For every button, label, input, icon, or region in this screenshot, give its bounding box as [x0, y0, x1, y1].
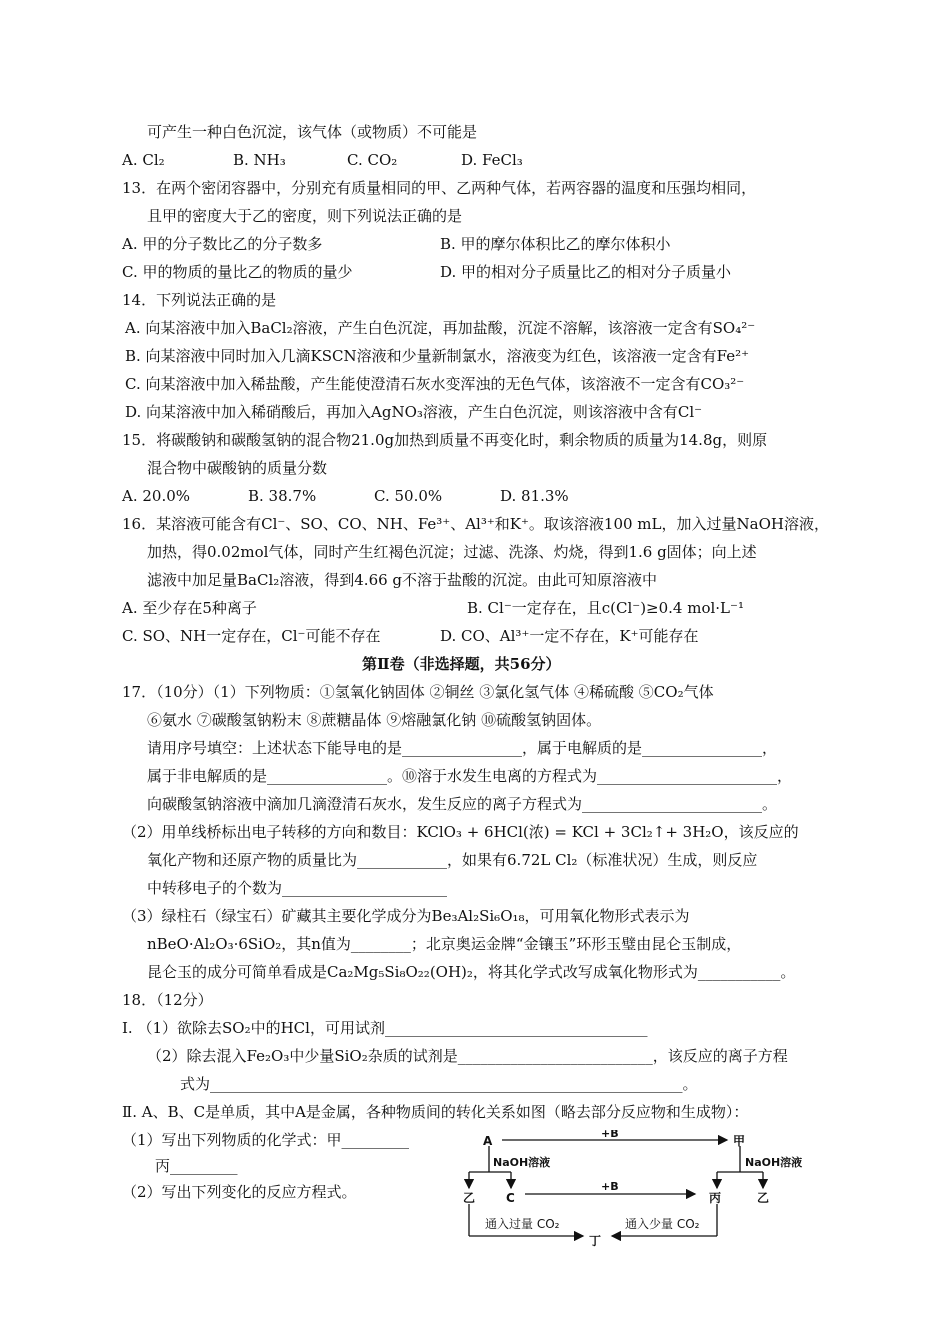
section-heading: 第Ⅱ卷（非选择题，共56分）: [362, 655, 561, 673]
option-d: D. 甲的相对分子质量比乙的相对分子质量小: [440, 263, 732, 281]
text-line: 属于非电解质的是________________。⑩溶于水发生电离的方程式为________________________，: [147, 767, 793, 785]
option-a: A. 向某溶液中加入BaCl₂溶液，产生白色沉淀，再加盐酸，沉淀不溶解，该溶液一定含有SO₄²⁻: [125, 319, 756, 337]
question-18: 18．（12分）: [122, 991, 213, 1009]
option-c: C. 甲的物质的量比乙的物质的量少: [122, 263, 353, 281]
label-plus-b: +B: [601, 1130, 619, 1140]
label-naoh: NaOH溶液: [745, 1156, 803, 1169]
option-b: B. Cl⁻一定存在，且c(Cl⁻)≥0.4 mol·L⁻¹: [467, 599, 744, 617]
text-line: ⑥氨水 ⑦碳酸氢钠粉末 ⑧蔗糖晶体 ⑨熔融氯化钠 ⑩硫酸氢钠固体。: [147, 711, 602, 729]
question-13: 13．在两个密闭容器中，分别充有质量相同的甲、乙两种气体，若两容器的温度和压强均相同，: [122, 179, 757, 197]
label-co2-little: 通入少量 CO₂: [625, 1217, 700, 1231]
option-b: B. 甲的摩尔体积比乙的摩尔体积小: [440, 235, 671, 253]
question-14: 14．下列说法正确的是: [122, 291, 277, 309]
text-line: 向碳酸氢钠溶液中滴加几滴澄清石灰水，发生反应的离子方程式为________________________。: [147, 795, 778, 813]
option-d: D. 向某溶液中加入稀硝酸后，再加入AgNO₃溶液，产生白色沉淀，则该溶液中含有Cl⁻: [125, 403, 703, 421]
text-line: 中转移电子的个数为______________________: [147, 879, 448, 897]
question-16: 16．某溶液可能含有Cl⁻、SO、CO、NH、Fe³⁺、Al³⁺和K⁺。取该溶液100 mL，加入过量NaOH溶液，: [122, 515, 829, 533]
node-jia: 甲: [733, 1134, 746, 1148]
option-c: C. CO₂: [347, 151, 398, 169]
text-line: 氧化产物和还原产物的质量比为____________，如果有6.72L Cl₂（标准状况）生成，则反应: [147, 851, 758, 869]
option-c: C. 向某溶液中加入稀盐酸，产生能使澄清石灰水变浑浊的无色气体，该溶液不一定含有CO₃²⁻: [125, 375, 745, 393]
text-line: 滤液中加足量BaCl₂溶液，得到4.66 g不溶于盐酸的沉淀。由此可知原溶液中: [147, 571, 658, 589]
node-a: A: [483, 1134, 493, 1148]
text-line: Ⅱ. A、B、C是单质，其中A是金属，各种物质间的转化关系如图（略去部分反应物和生成物）：: [122, 1103, 749, 1121]
label-co2-excess: 通入过量 CO₂: [485, 1217, 560, 1231]
text-line: 昆仑玉的成分可简单看成是Ca₂Mg₅Si₈O₂₂(OH)₂，将其化学式改写成氧化物形式为___________。: [147, 963, 796, 981]
option-a: A. 甲的分子数比乙的分子数多: [122, 235, 323, 253]
text-line: 丙_________: [155, 1157, 238, 1175]
text-line: 且甲的密度大于乙的密度，则下列说法正确的是: [147, 207, 463, 225]
text-line: （2）写出下列变化的反应方程式。: [122, 1183, 357, 1201]
node-c: C: [506, 1191, 515, 1205]
label-plus-b: +B: [601, 1180, 619, 1193]
option-a: A. 20.0%: [122, 487, 191, 505]
option-c: C. 50.0%: [374, 487, 443, 505]
text-line: 请用序号填空：上述状态下能导电的是________________，属于电解质的是________________，: [147, 739, 778, 757]
option-b: B. 向某溶液中同时加入几滴KSCN溶液和少量新制氯水，溶液变为红色，该溶液一定含有Fe²⁺: [125, 347, 750, 365]
option-d: D. CO、Al³⁺一定不存在，K⁺可能存在: [440, 627, 699, 645]
question-17: 17．（10分）（1）下列物质：①氢氧化钠固体 ②铜丝 ③氯化氢气体 ④稀硫酸 ⑤CO₂气体: [122, 683, 714, 701]
option-a: A. Cl₂: [122, 151, 165, 169]
label-naoh: NaOH溶液: [493, 1156, 551, 1169]
text-line: （3）绿柱石（绿宝石）矿藏其主要化学成分为Be₃Al₂Si₆O₁₈，可用氧化物形式表示为: [122, 907, 690, 925]
conversion-diagram: [455, 1130, 835, 1250]
node-yi: 乙: [757, 1191, 770, 1205]
text-line: 混合物中碳酸钠的质量分数: [147, 459, 328, 477]
option-c: C. SO、NH一定存在，Cl⁻可能不存在: [122, 627, 381, 645]
option-a: A. 至少存在5种离子: [122, 599, 257, 617]
question-15: 15．将碳酸钠和碳酸氢钠的混合物21.0g加热到质量不再变化时，剩余物质的质量为14.8g，则原: [122, 431, 768, 449]
text-line: 加热，得0.02mol气体，同时产生红褐色沉淀；过滤、洗涤、灼烧，得到1.6 g固体；向上述: [147, 543, 757, 561]
node-ding: 丁: [589, 1234, 602, 1248]
text-line: （2）除去混入Fe₂O₃中少量SiO₂杂质的试剂是__________________________，该反应的离子方程: [147, 1047, 788, 1065]
option-b: B. 38.7%: [248, 487, 317, 505]
node-bing: 丙: [709, 1191, 722, 1205]
text-line: （1）写出下列物质的化学式：甲_________: [122, 1131, 410, 1149]
node-yi: 乙: [463, 1191, 476, 1205]
text-line: nBeO·Al₂O₃·6SiO₂，其n值为________；北京奥运金牌“金镶玉”环形玉璧由昆仑玉制成，: [147, 935, 742, 953]
option-b: B. NH₃: [233, 151, 286, 169]
option-d: D. 81.3%: [500, 487, 569, 505]
option-d: D. FeCl₃: [461, 151, 523, 169]
text-line: 式为_______________________________________________________________。: [180, 1075, 698, 1093]
text-line: 可产生一种白色沉淀，该气体（或物质）不可能是: [147, 123, 478, 141]
text-line: （2）用单线桥标出电子转移的方向和数目：KClO₃ + 6HCl(浓) = KCl + 3Cl₂↑+ 3H₂O，该反应的: [122, 823, 799, 841]
text-line: Ⅰ. （1）欲除去SO₂中的HCl，可用试剂___________________________________: [122, 1019, 648, 1037]
